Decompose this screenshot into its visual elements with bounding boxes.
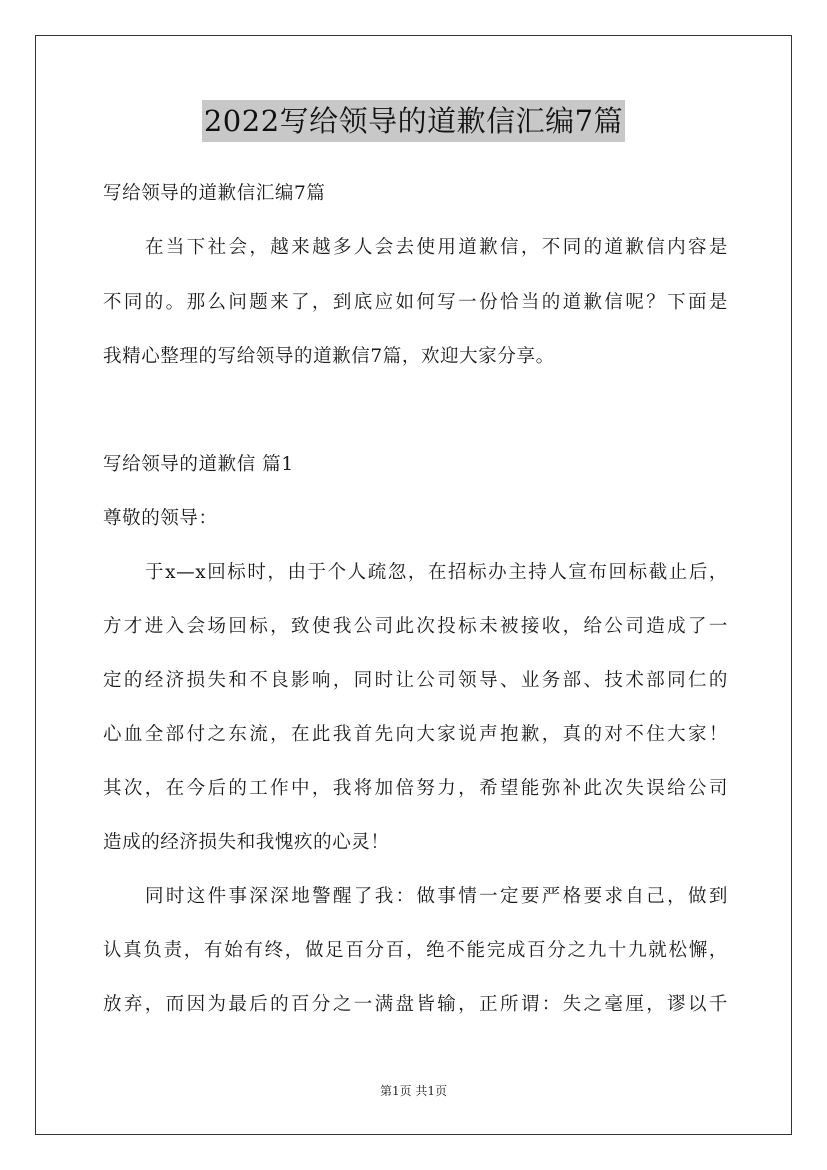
body-line: 造成的经济损失和我愧疚的心灵！ (103, 832, 390, 853)
document-title (0, 100, 827, 142)
intro-line: 在当下社会，越来越多人会去使用道歉信，不同的道歉信内容是 (145, 237, 728, 258)
document-title-text: 2022写给领导的道歉信汇编7篇 (202, 100, 625, 142)
body-line: 认真负责，有始有终，做足百分百，绝不能完成百分之九十九就松懈， (103, 940, 728, 961)
body-line: 心血全部付之东流，在此我首先向大家说声抱歉，真的对不住大家！ (103, 724, 728, 745)
body-line: 定的经济损失和不良影响，同时让公司领导、业务部、技术部同仁的 (103, 670, 728, 691)
body-line: 放弃，而因为最后的百分之一满盘皆输，正所谓：失之毫厘，谬以千 (103, 994, 728, 1015)
subtitle: 写给领导的道歉信汇编7篇 (103, 183, 326, 204)
page-footer: 第1页 共1页 (379, 1084, 448, 1098)
intro-line: 我精心整理的写给领导的道歉信7篇，欢迎大家分享。 (103, 346, 555, 367)
intro-line: 不同的。那么问题来了，到底应如何写一份恰当的道歉信呢？下面是 (103, 292, 728, 313)
body-line: 于x—x回标时，由于个人疏忽，在招标办主持人宣布回标截止后， (145, 562, 728, 583)
body-line: 方才进入会场回标，致使我公司此次投标未被接收，给公司造成了一 (103, 616, 728, 637)
section-heading: 写给领导的道歉信 篇1 (103, 454, 294, 475)
salutation: 尊敬的领导： (103, 508, 218, 529)
body-line: 同时这件事深深地警醒了我：做事情一定要严格要求自己，做到 (145, 886, 728, 907)
body-line: 其次，在今后的工作中，我将加倍努力，希望能弥补此次失误给公司 (103, 778, 728, 799)
